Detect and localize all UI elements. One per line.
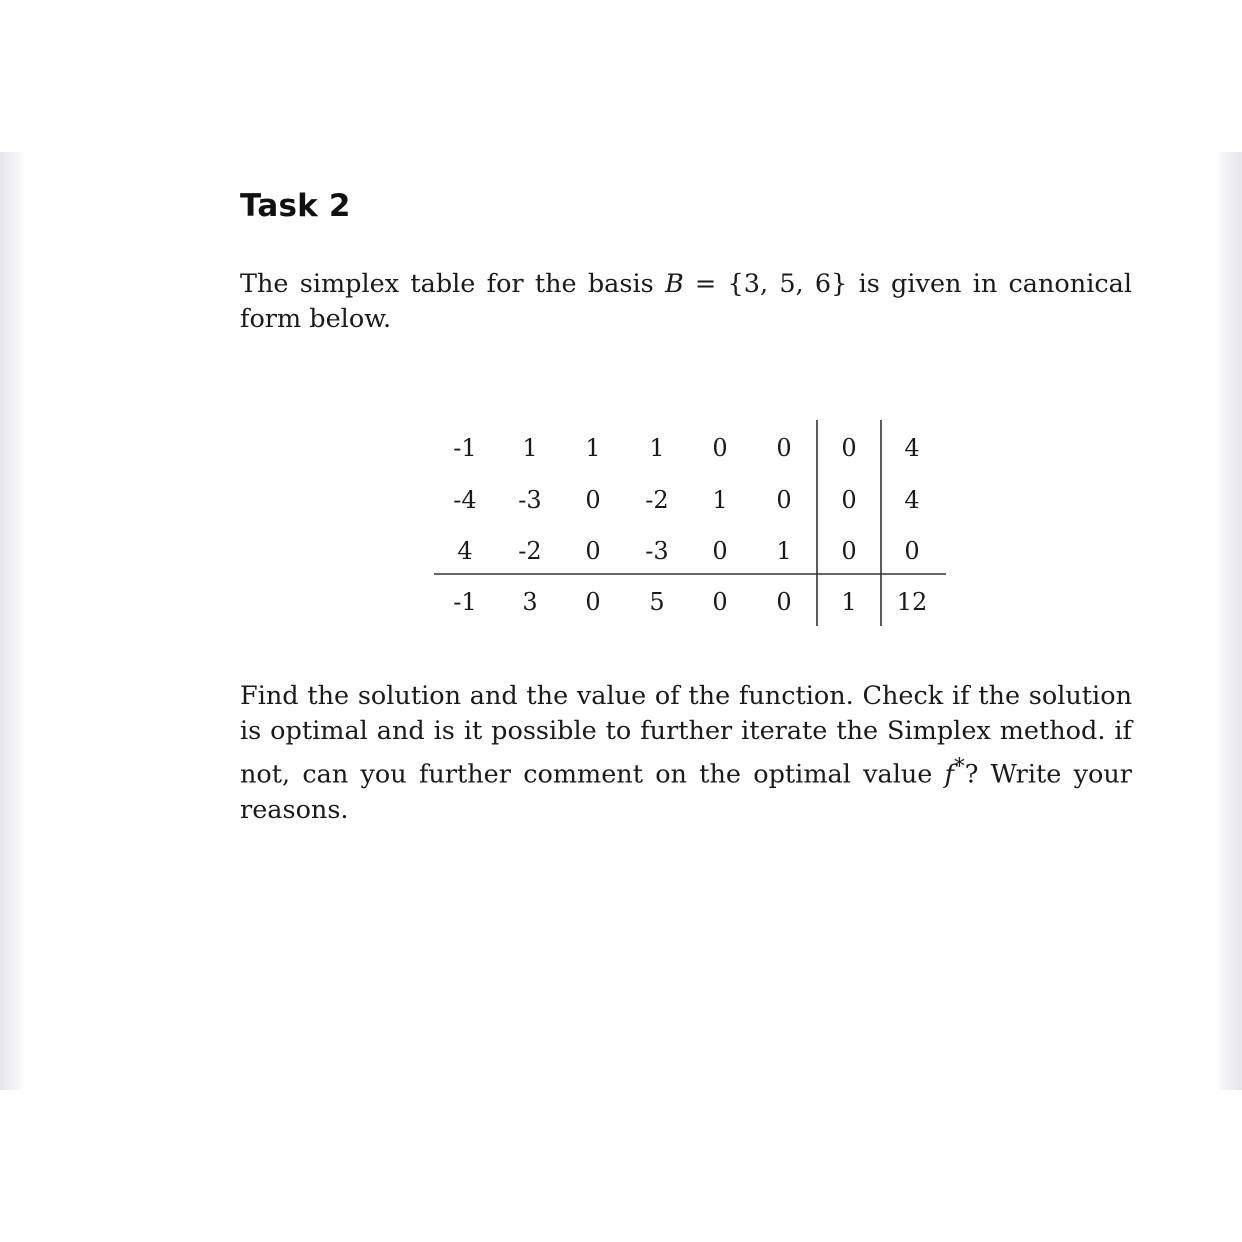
question-text-before: Find the solution and the value of the function. Check if the solution is optimal and is it possible to further iterate the Simplex method. if not, can you further comment on the optimal value (240, 681, 1132, 790)
tableau-cell-r1-c6: 0 (776, 434, 792, 462)
page-shadow-right (1216, 152, 1242, 1090)
f-symbol: f (944, 759, 955, 790)
tableau-cell-r2-c4: -2 (645, 486, 669, 514)
tableau-cell-r3-c7: 0 (841, 537, 857, 565)
tableau-cell-r3-c4: -3 (645, 537, 669, 565)
page-shadow-left (0, 152, 24, 1090)
tableau-cell-r3-c1: 4 (457, 537, 473, 565)
tableau-cell-r2-c5: 1 (712, 486, 728, 514)
intro-text-after: is given in canonical form below. (240, 269, 1132, 334)
task-title: Task 2 (240, 188, 351, 224)
tableau-cell-r3-c3: 0 (585, 537, 601, 565)
tableau-cell-r1-c1: -1 (453, 434, 477, 462)
tableau-cell-r2-c6: 0 (776, 486, 792, 514)
tableau-cell-r3-c2: -2 (518, 537, 542, 565)
tableau-cell-r4-c7: 1 (841, 588, 857, 616)
tableau-cell-r4-c2: 3 (522, 588, 538, 616)
simplex-tableau-drawing (434, 420, 946, 626)
tableau-cell-r3-c8: 0 (904, 537, 920, 565)
tableau-cell-r1-c7: 0 (841, 434, 857, 462)
question-text-after: ? Write your reasons. (240, 759, 1132, 825)
tableau-cell-r1-c3: 1 (585, 434, 601, 462)
tableau-cell-r3-c5: 0 (712, 537, 728, 565)
tableau-cell-r1-c4: 1 (649, 434, 665, 462)
tableau-cell-r2-c1: -4 (453, 486, 477, 514)
tableau-cell-r4-c4: 5 (649, 588, 665, 616)
tableau-cell-r1-c8: 4 (904, 434, 920, 462)
tableau-cell-r4-c1: -1 (453, 588, 477, 616)
tableau-cell-r4-c3: 0 (585, 588, 601, 616)
tableau-cell-r4-c6: 0 (776, 588, 792, 616)
tableau-cell-r3-c6: 1 (776, 537, 792, 565)
basis-symbol: B (664, 269, 684, 299)
f-superscript: * (954, 754, 965, 779)
tableau-cell-r1-c2: 1 (522, 434, 538, 462)
tableau-cell-r1-c5: 0 (712, 434, 728, 462)
tableau-cell-r2-c7: 0 (841, 486, 857, 514)
basis-set: = {3, 5, 6} (683, 269, 848, 299)
intro-text-before: The simplex table for the basis (240, 269, 665, 299)
simplex-tableau (434, 420, 946, 626)
question-paragraph (240, 679, 1132, 828)
intro-paragraph (240, 267, 1132, 337)
tableau-cell-r2-c2: -3 (518, 486, 542, 514)
tableau-cell-r2-c3: 0 (585, 486, 601, 514)
tableau-cell-r2-c8: 4 (904, 486, 920, 514)
tableau-cell-r4-c5: 0 (712, 588, 728, 616)
tableau-cell-r4-c8: 12 (896, 588, 928, 616)
